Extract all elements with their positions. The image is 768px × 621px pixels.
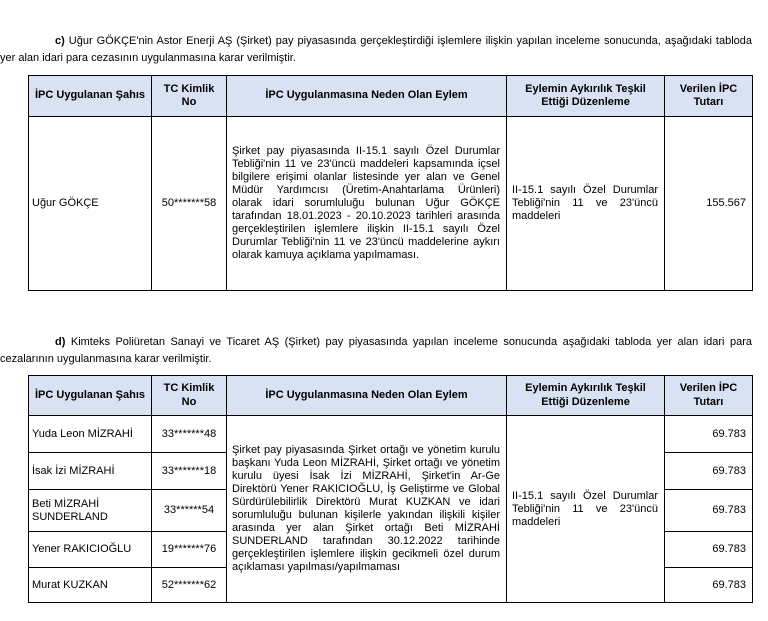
fine-amount: 69.783 (665, 453, 753, 490)
regulation-text: II-15.1 sayılı Özel Durumlar Tebliği'nin 11 ve 23'üncü maddeleri (507, 416, 665, 603)
section-c-label: c) (55, 35, 65, 47)
fine-amount: 69.783 (665, 416, 753, 453)
action-description: Şirket pay piyasasında Şirket ortağı ve yönetim kurulu başkanı Yuda Leon MİZRAHİ, Şirket ortağı ve yönetim kurulu üyesi İsak İzi MİZRAHİ, Şirket'in Ar-Ge Direktörü Yener RAKICIOĞLU, İş Geliştirme ve Global Sürdürülebilirlik Direktörü Murat KUZKAN ve idari sorumluluğu bulunan kişilerle yakından ilişkili kişiler arasında yer alan Şirket ortağı Beti MİZRAHİ SUNDERLAND tarafından 30.12.2022 tarihinde gerçekleştirilen işlemlere ilişkin gecikmeli özel durum açıklaması yapılması/yapılmaması (227, 416, 507, 603)
action-description: Şirket pay piyasasında II-15.1 sayılı Özel Durumlar Tebliği'nin 11 ve 23'üncü maddeleri kapsamında içsel bilgilere erişimi olanlar listesinde yer alan ve Genel Müdür Yardımcısı (Üretim-Anahtarlama Ürünleri) olarak idari sorumluluğu bulunan Uğur GÖKÇE tarafından 18.01.2023 - 20.10.2023 tarihleri arasında gerçekleştirilen işlemlere ilişkin II-15.1 sayılı Özel Durumlar Tebliği'nin 11 ve 23'üncü maddelerine aykırı olarak kamuya açıklama yapılmaması. (227, 117, 507, 291)
table-c-header-person: İPC Uygulanan Şahıs (29, 76, 152, 117)
person-name: Uğur GÖKÇE (29, 117, 152, 291)
section-d-intro-text: Kimteks Poliüretan Sanayi ve Ticaret AŞ (Şirket) pay piyasasında yapılan inceleme sonucunda aşağıdaki tabloda yer alan idari para cezalarının uygulanmasına karar verilmiştir. (0, 336, 752, 365)
section-d-label: d) (55, 336, 66, 348)
table-d-header-action: İPC Uygulanmasına Neden Olan Eylem (227, 376, 507, 416)
person-name: Murat KUZKAN (29, 568, 152, 603)
tc-number: 19*******76 (152, 532, 227, 568)
table-c-header (29, 76, 753, 117)
table-row (29, 416, 753, 453)
person-name: Yuda Leon MİZRAHİ (29, 416, 152, 453)
table-c-header-tc: TC Kimlik No (152, 76, 227, 117)
section-c-intro (0, 33, 752, 67)
person-name: Beti MİZRAHİ SUNDERLAND (29, 490, 152, 532)
table-d-header-amount: Verilen İPC Tutarı (665, 376, 753, 416)
table-d-header-regulation: Eylemin Aykırılık Teşkil Ettiği Düzenleme (507, 376, 665, 416)
person-name: Yener RAKICIOĞLU (29, 532, 152, 568)
fine-amount: 69.783 (665, 568, 753, 603)
fine-amount: 69.783 (665, 490, 753, 532)
tc-number: 52*******62 (152, 568, 227, 603)
table-d-header-person: İPC Uygulanan Şahıs (29, 376, 152, 416)
table-row (29, 117, 753, 291)
table-c-header-action: İPC Uygulanmasına Neden Olan Eylem (227, 76, 507, 117)
regulation-text: II-15.1 sayılı Özel Durumlar Tebliği'nin 11 ve 23'üncü maddeleri (507, 117, 665, 291)
table-c-header-regulation: Eylemin Aykırılık Teşkil Ettiği Düzenleme (507, 76, 665, 117)
tc-number: 33******54 (152, 490, 227, 532)
table-c-header-amount: Verilen İPC Tutarı (665, 76, 753, 117)
table-d-header-tc: TC Kimlik No (152, 376, 227, 416)
fine-amount: 69.783 (665, 532, 753, 568)
tc-number: 33*******18 (152, 453, 227, 490)
person-name: İsak İzi MİZRAHİ (29, 453, 152, 490)
table-d (28, 375, 753, 603)
tc-number: 50*******58 (152, 117, 227, 291)
section-c-intro-text: Uğur GÖKÇE'nin Astor Enerji AŞ (Şirket) pay piyasasında gerçekleştirdiği işlemlere ilişkin yapılan inceleme sonucunda, aşağıdaki tabloda yer alan idari para cezasının uygulanmasına karar verilmiştir. (0, 35, 752, 64)
table-c (28, 75, 753, 291)
tc-number: 33*******48 (152, 416, 227, 453)
fine-amount: 155.567 (665, 117, 753, 291)
table-d-header (29, 376, 753, 416)
section-d-intro (0, 334, 752, 368)
